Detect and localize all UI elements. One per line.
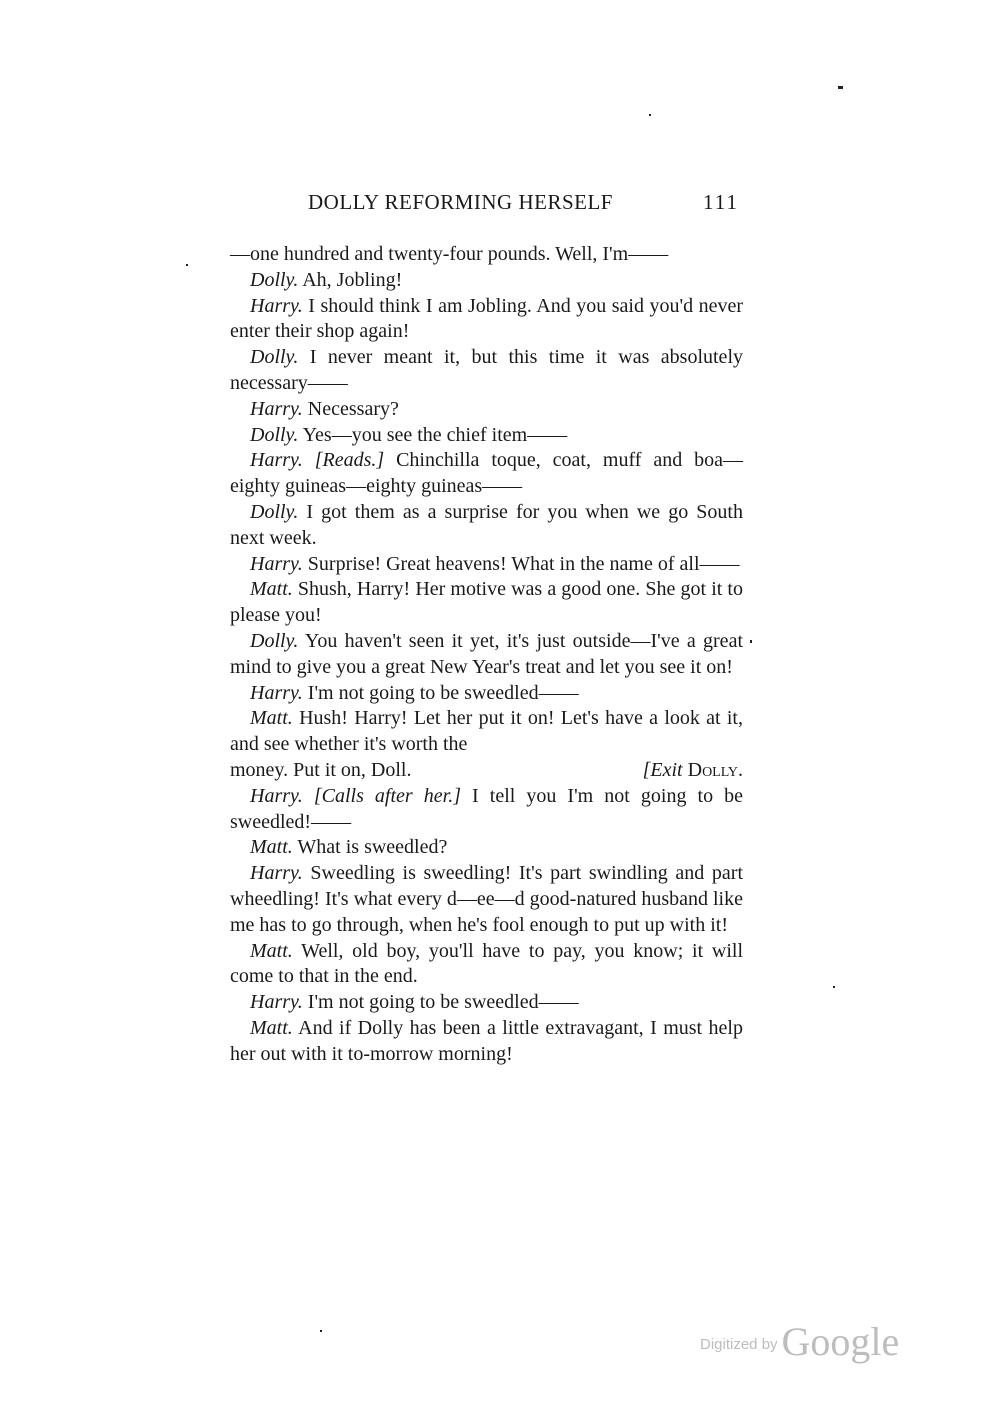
- speech-text: You haven't seen it yet, it's just outside—I've a great mind to give you a great New Year's treat and let you see it on!: [230, 629, 743, 678]
- speaker-name: Matt.: [250, 836, 293, 859]
- speaker-name: Harry.: [250, 991, 303, 1014]
- speaker-name: Harry.: [250, 397, 303, 420]
- speaker-name: Harry.: [250, 862, 303, 885]
- speech-text: Well, old boy, you'll have to pay, you know; it will come to that in the end.: [230, 939, 743, 988]
- speaker-name: Harry.: [250, 449, 303, 472]
- google-logo: Google: [781, 1319, 900, 1364]
- speech-text: Necessary?: [302, 397, 399, 420]
- stage-direction: [Calls after her.]: [313, 784, 461, 807]
- stage-direction: [Exit: [642, 758, 683, 781]
- dialogue-line: [230, 423, 743, 449]
- dialogue-line: [230, 448, 743, 500]
- speech-text: I never meant it, but this time it was absolutely necessary——: [230, 346, 743, 394]
- speech-text: Shush, Harry! Her motive was a good one. She got it to please you!: [230, 578, 743, 627]
- dialogue-line: [230, 706, 743, 758]
- speaker-name: Dolly.: [250, 629, 299, 652]
- text-line: [230, 242, 743, 268]
- exit-direction: [643, 758, 743, 784]
- speech-text: What is sweedled?: [292, 836, 448, 859]
- speech-text: Chinchilla toque, coat, muff and boa—eighty guineas—eighty guineas——: [230, 449, 743, 498]
- speaker-name: Harry.: [250, 294, 303, 317]
- dialogue-line: [230, 629, 743, 681]
- speaker-name: Matt.: [250, 1016, 293, 1039]
- scan-speck: [750, 640, 752, 643]
- speaker-name: Harry.: [250, 552, 303, 575]
- speaker-name: Harry.: [250, 784, 303, 807]
- speech-text: And if Dolly has been a little extravagant, I must help her out with it to-morrow morning!: [230, 1016, 743, 1065]
- speaker-name: Matt.: [250, 939, 293, 962]
- digitized-by-google-watermark: [700, 1318, 910, 1368]
- speaker-name: Matt.: [250, 578, 293, 601]
- dialogue-line: [230, 268, 743, 294]
- dialogue-line: [230, 835, 743, 861]
- speech-text: Yes—you see the chief item——: [298, 423, 568, 446]
- scan-speck: [186, 264, 188, 266]
- speech-text: money. Put it on, Doll.: [230, 758, 412, 781]
- speaker-name: Matt.: [250, 707, 293, 730]
- dialogue-line: [230, 784, 743, 836]
- dialogue-line: [230, 294, 743, 346]
- running-head: DOLLY REFORMING HERSELF: [308, 190, 613, 214]
- speech-text: I tell you I'm not going to be sweedled!——: [230, 784, 744, 833]
- dialogue-line: [230, 577, 743, 629]
- watermark-prefix: Digitized by: [700, 1336, 778, 1353]
- scan-speck: [649, 114, 651, 116]
- speech-text: Sweedling is sweedling! It's part swindling and part wheedling! It's what every d—ee—d good-natured husband like me has to go through, when he's fool enough to put up with it!: [230, 862, 743, 936]
- dialogue-line: [230, 397, 743, 423]
- dialogue-line: [230, 552, 743, 578]
- speech-text: I'm not going to be sweedled——: [302, 681, 579, 704]
- play-text: [230, 242, 743, 1068]
- speech-text: Hush! Harry! Let her put it on! Let's have a look at it, and see whether it's worth the: [230, 707, 743, 756]
- dialogue-line: [230, 939, 743, 991]
- speech-text: I should think I am Jobling. And you said you'd never enter their shop again!: [230, 294, 743, 343]
- speaker-name: Dolly.: [250, 268, 299, 291]
- speech-text: Surprise! Great heavens! What in the name of all——: [302, 552, 740, 575]
- scan-speck: [833, 986, 835, 988]
- dialogue-line: [230, 861, 743, 938]
- speaker-name: Harry.: [250, 681, 303, 704]
- dialogue-line: [230, 1016, 743, 1068]
- speech-text: Ah, Jobling!: [298, 268, 403, 291]
- dialogue-line: [230, 681, 743, 707]
- dialogue-line: [230, 500, 743, 552]
- speaker-name: Dolly.: [250, 500, 299, 523]
- character-name: Dolly.: [682, 758, 743, 781]
- speech-text: I'm not going to be sweedled——: [302, 991, 579, 1014]
- page-number: 111: [703, 190, 739, 214]
- speaker-name: Dolly.: [250, 346, 299, 369]
- exit-line: [230, 758, 743, 784]
- stage-direction: [Reads.]: [314, 449, 385, 472]
- speaker-name: Dolly.: [250, 423, 299, 446]
- dialogue-line: [230, 345, 743, 397]
- scan-speck: [320, 1330, 322, 1332]
- speech-text: I got them as a surprise for you when we go South next week.: [230, 500, 743, 549]
- speech-text: —one hundred and twenty-four pounds. Well, I'm——: [230, 243, 669, 265]
- scan-speck: [838, 86, 843, 89]
- dialogue-line: [230, 990, 743, 1016]
- page-header: [230, 190, 745, 220]
